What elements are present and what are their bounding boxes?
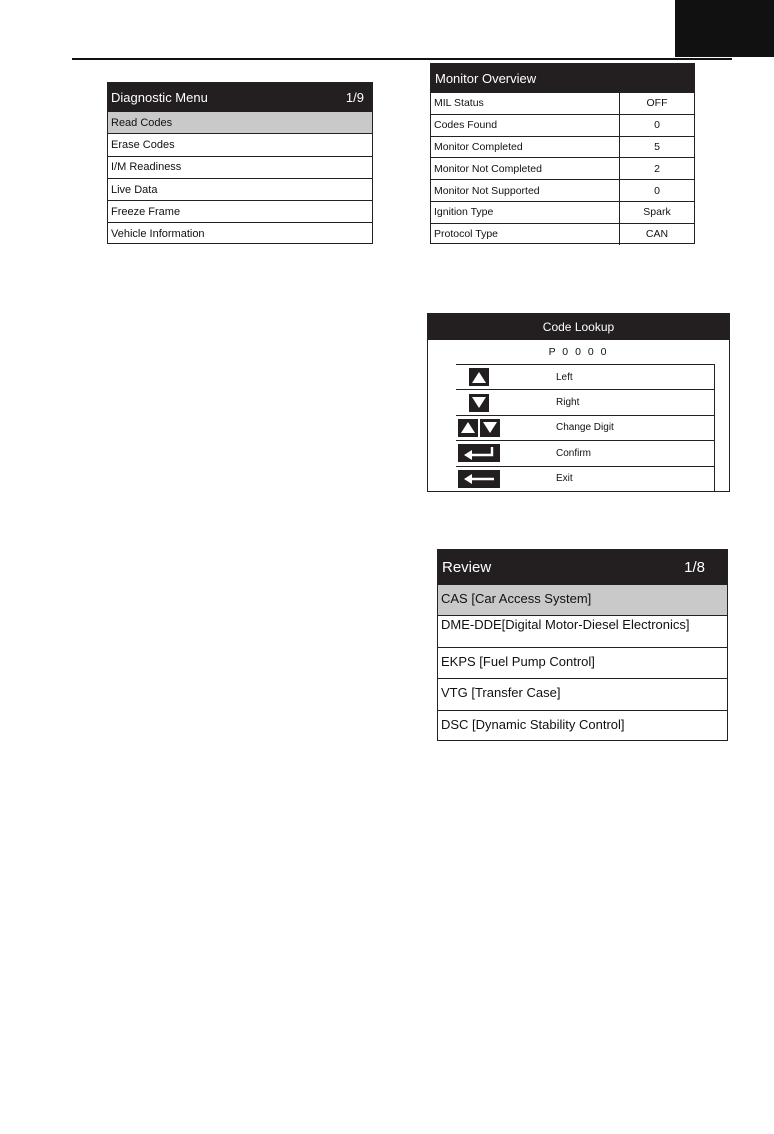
up-arrow-key-icon[interactable] bbox=[469, 368, 489, 386]
diagnostic-menu-screen bbox=[107, 82, 373, 244]
review-screen bbox=[437, 549, 728, 741]
menu-item-erase-codes[interactable]: Erase Codes bbox=[108, 133, 372, 155]
monitor-row-value: 5 bbox=[654, 140, 660, 153]
monitor-row-value: 0 bbox=[654, 119, 660, 132]
review-page: 1/8 bbox=[684, 558, 705, 576]
review-item-dsc[interactable]: DSC [Dynamic Stability Control] bbox=[438, 710, 727, 741]
monitor-row-label: Monitor Not Completed bbox=[431, 158, 620, 179]
key-legend-row bbox=[456, 389, 714, 414]
key-legend-row bbox=[456, 466, 714, 491]
monitor-row-value: CAN bbox=[645, 228, 669, 241]
key-legend-row bbox=[456, 364, 714, 389]
code-entry-field[interactable]: P 0 0 0 0 bbox=[548, 346, 609, 358]
key-label: Exit bbox=[556, 473, 573, 485]
monitor-row-label: Protocol Type bbox=[431, 224, 620, 245]
key-label: Confirm bbox=[556, 447, 592, 459]
review-item-vtg[interactable]: VTG [Transfer Case] bbox=[438, 678, 727, 709]
monitor-row bbox=[431, 92, 694, 114]
enter-key-icon[interactable] bbox=[458, 444, 500, 462]
monitor-row-value: OFF bbox=[646, 97, 668, 110]
review-item-cas[interactable]: CAS [Car Access System] bbox=[438, 584, 727, 615]
monitor-row-label: MIL Status bbox=[431, 93, 620, 114]
menu-item-freeze-frame[interactable]: Freeze Frame bbox=[108, 200, 372, 222]
back-key-icon[interactable] bbox=[458, 470, 500, 488]
diagnostic-menu-header bbox=[108, 83, 372, 111]
diagnostic-menu-page: 1/9 bbox=[345, 89, 364, 105]
key-legend-row bbox=[456, 415, 714, 440]
code-lookup-title: Code Lookup bbox=[542, 319, 615, 334]
monitor-row bbox=[431, 136, 694, 158]
monitor-overview-title: Monitor Overview bbox=[435, 70, 537, 86]
monitor-row bbox=[431, 223, 694, 245]
header-rule bbox=[72, 58, 732, 60]
monitor-row bbox=[431, 201, 694, 223]
review-item-dme-dde[interactable]: DME-DDE[Digital Motor-Diesel Electronics] bbox=[438, 615, 727, 646]
monitor-row bbox=[431, 157, 694, 179]
page-corner-tab bbox=[675, 0, 774, 57]
review-header bbox=[438, 550, 727, 584]
key-label: Right bbox=[556, 397, 580, 409]
key-legend-row bbox=[456, 440, 714, 465]
menu-item-im-readiness[interactable]: I/M Readiness bbox=[108, 156, 372, 178]
monitor-overview-header bbox=[431, 64, 694, 92]
key-label: Left bbox=[556, 371, 573, 383]
up-arrow-key-icon[interactable] bbox=[458, 419, 478, 437]
code-lookup-header bbox=[428, 313, 729, 340]
review-title: Review bbox=[442, 558, 492, 576]
review-item-ekps[interactable]: EKPS [Fuel Pump Control] bbox=[438, 647, 727, 678]
monitor-row-label: Codes Found bbox=[431, 115, 620, 136]
key-legend bbox=[456, 364, 715, 491]
monitor-overview-screen bbox=[430, 63, 695, 244]
monitor-row bbox=[431, 114, 694, 136]
code-lookup-screen bbox=[427, 313, 730, 492]
monitor-row-value: 2 bbox=[654, 162, 660, 175]
down-arrow-key-icon[interactable] bbox=[469, 394, 489, 412]
diagnostic-menu-title: Diagnostic Menu bbox=[111, 89, 208, 105]
menu-item-vehicle-information[interactable]: Vehicle Information bbox=[108, 222, 372, 244]
monitor-row-label: Monitor Completed bbox=[431, 137, 620, 158]
monitor-row bbox=[431, 179, 694, 201]
key-label: Change Digit bbox=[556, 422, 614, 434]
monitor-row-value: 0 bbox=[654, 184, 660, 197]
menu-item-live-data[interactable]: Live Data bbox=[108, 178, 372, 200]
monitor-row-label: Ignition Type bbox=[431, 202, 620, 223]
monitor-row-label: Monitor Not Supported bbox=[431, 180, 620, 201]
monitor-row-value: Spark bbox=[643, 206, 671, 219]
menu-item-read-codes[interactable]: Read Codes bbox=[108, 111, 372, 133]
down-arrow-key-icon[interactable] bbox=[480, 419, 500, 437]
